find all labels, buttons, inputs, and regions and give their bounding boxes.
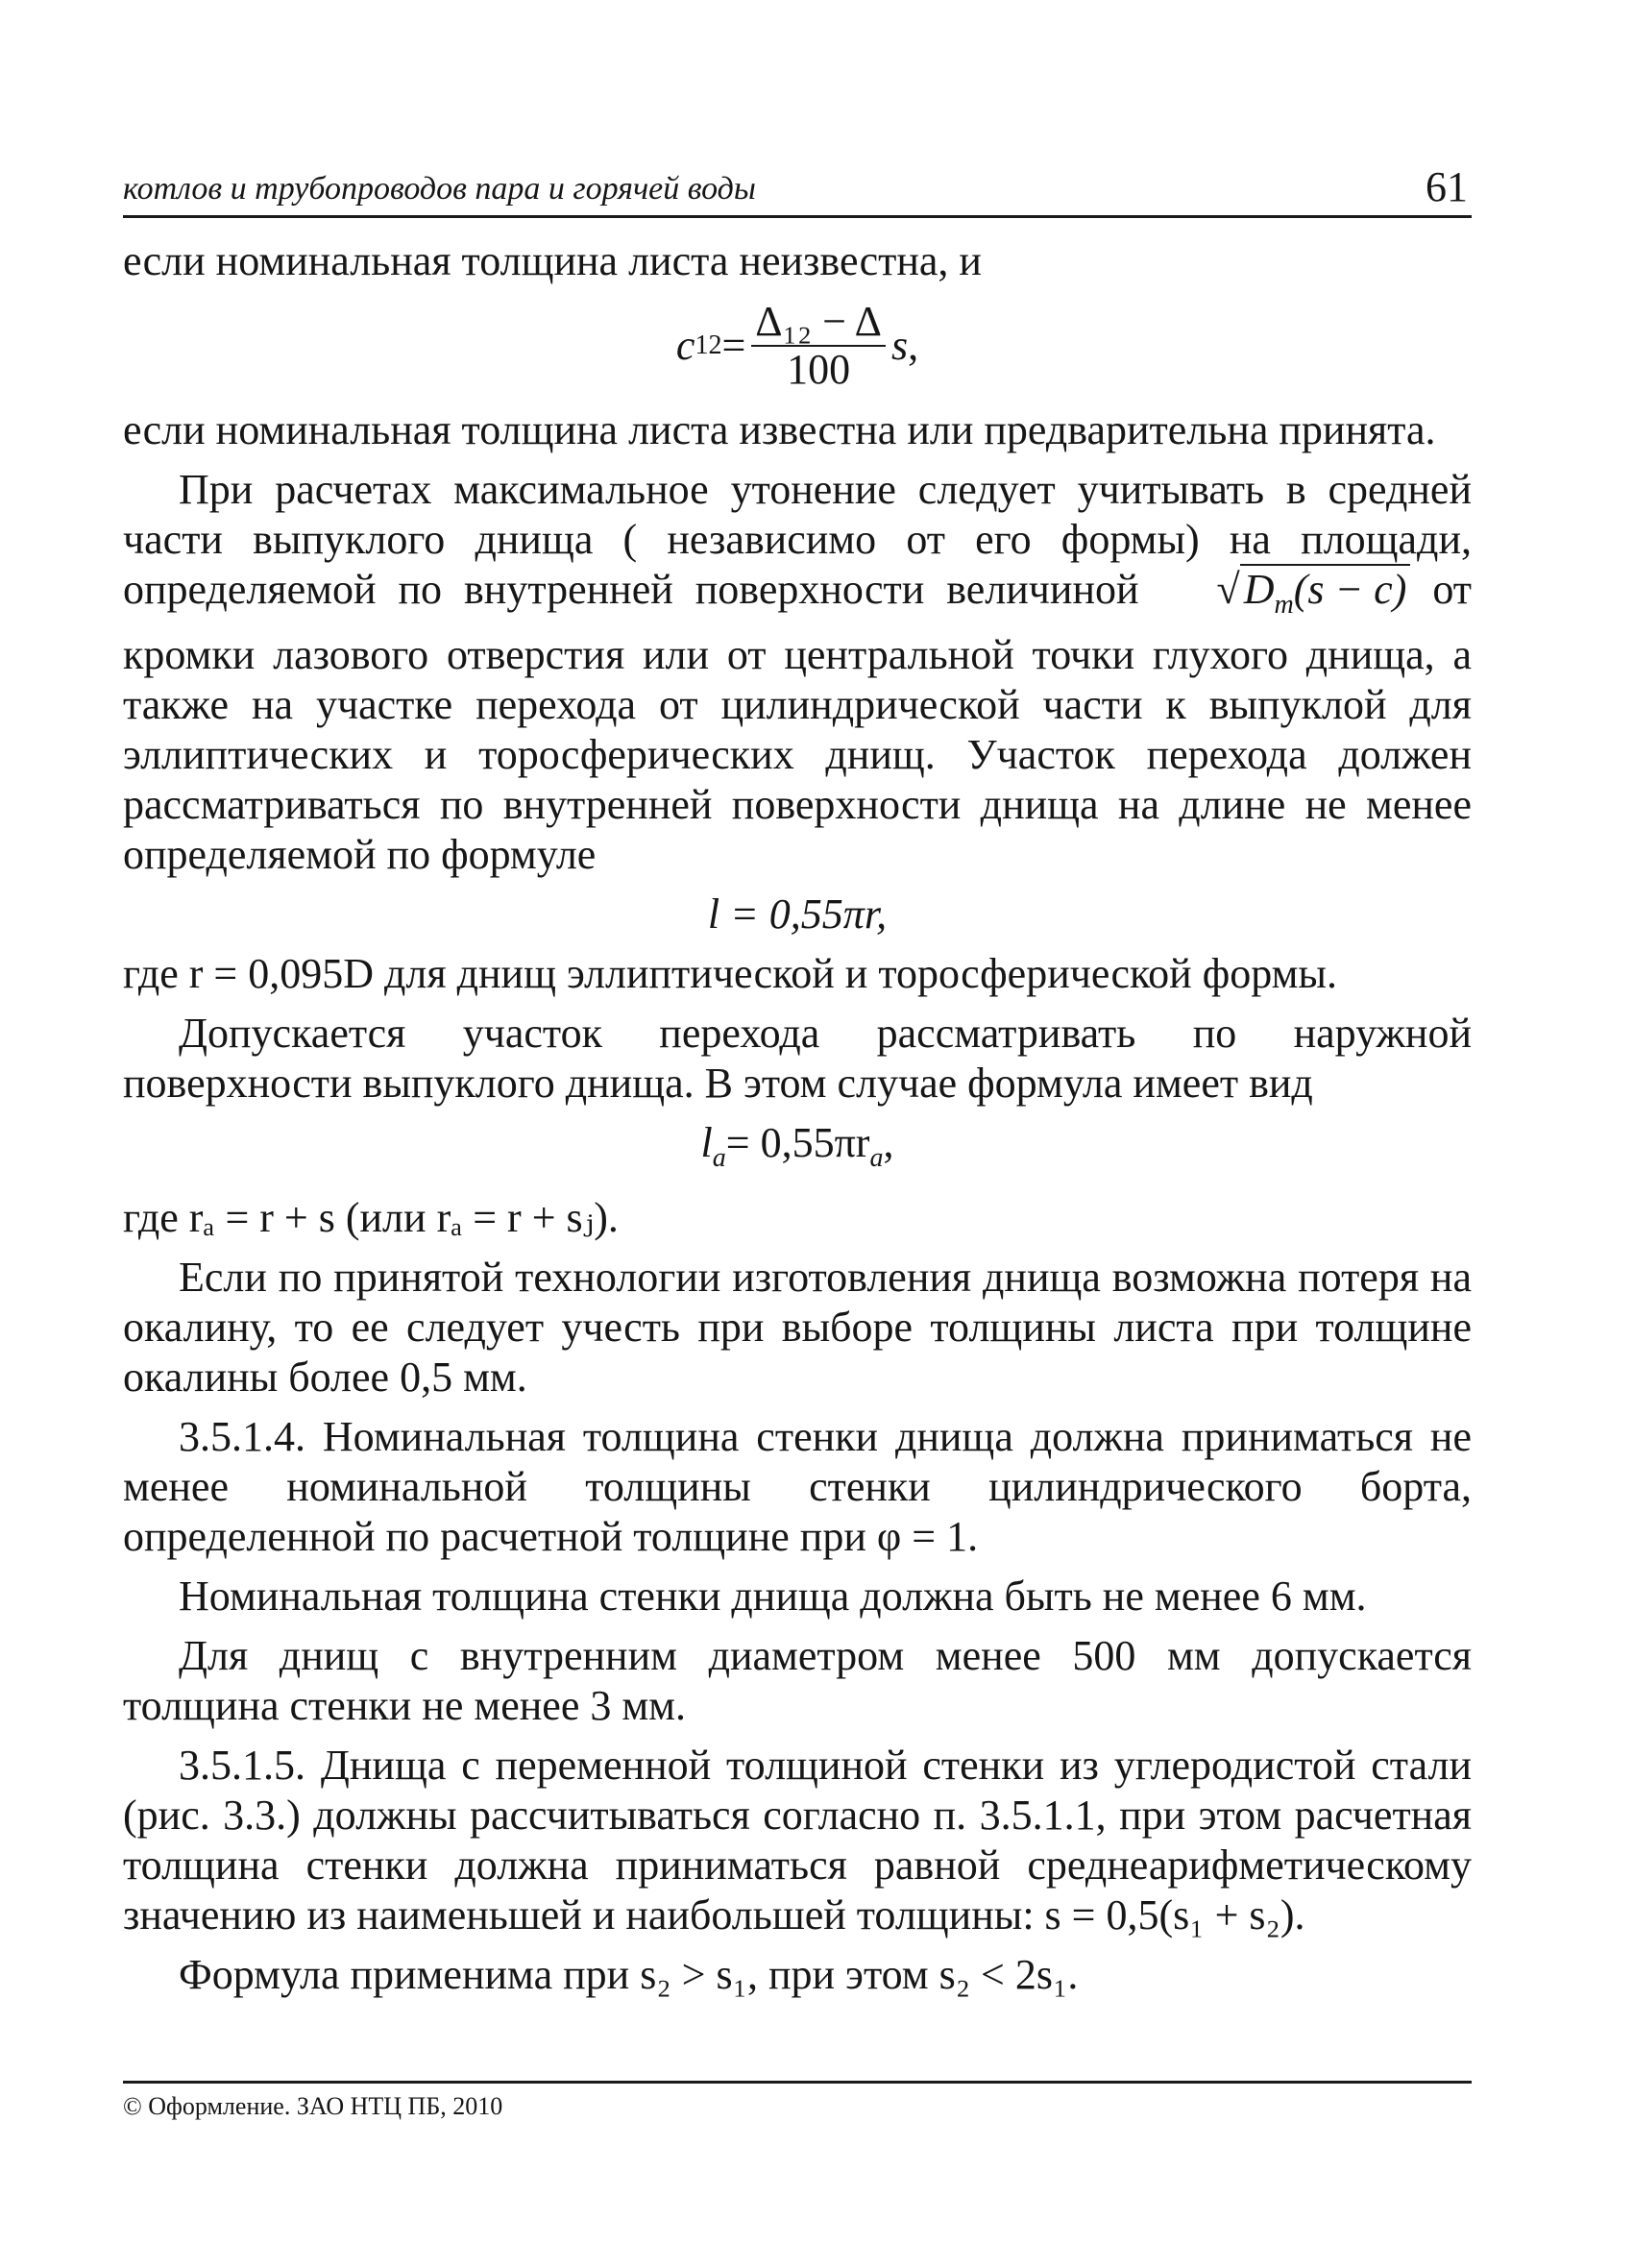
paragraph: где r = 0,095D для днищ эллиптической и торосферической формы. [123, 950, 1337, 997]
formula-c12-denominator: 100 [787, 346, 851, 393]
formula-la-sub2: a [869, 1143, 884, 1173]
footer-divider [123, 2081, 1472, 2084]
paragraph: Для днищ с внутренним диаметром менее 500 мм допускается толщина стенки не менее 3 мм. [123, 1632, 1472, 1729]
paragraph-text: При расчетах максимальное утонение следует учитывать в средней части выпуклого днища ( независимо от его формы) на площади, определяемой по внутренней поверхности величиной [123, 466, 1472, 613]
paragraph: Если по принятой технологии изготовления днища возможна потеря на окалину, то ее следует учесть при выборе толщины листа при толщине окалины более 0,5 мм. [123, 1254, 1472, 1401]
paragraph: Номинальная толщина стенки днища должна быть не менее 6 мм. [179, 1573, 1367, 1620]
paragraph: Допускается участок перехода рассматривать по наружной поверхности выпуклого днища. В этом случае формула имеет вид [123, 1010, 1472, 1107]
sqrt-radicand [1240, 564, 1411, 620]
formula-c12-numerator: Δ₁₂ − Δ [751, 299, 886, 347]
formula-c12-lhs-subscript: 12 [695, 330, 722, 360]
formula-c12 [123, 296, 1472, 396]
page-body [123, 236, 1472, 2010]
formula-la-l: l [700, 1119, 713, 1166]
paragraph: Формула применима при s₂ > s₁, при этом s₂ < 2s₁. [179, 1951, 1079, 1998]
formula-la [123, 1118, 1472, 1183]
page-number: 61 [1426, 163, 1468, 210]
paragraph: где rₐ = r + s (или rₐ = r + sⱼ). [123, 1194, 619, 1241]
paragraph-text: от кромки лазового отверстия или от центральной точки глухого днища, а также на участке перехода от цилиндрической части к выпуклой для эллиптических и торосферических днищ. Участок перехода должен рассматриваться по внутренней поверхности днища на длине не менее определяемой по формуле [123, 566, 1472, 878]
running-title: котлов и трубопроводов пара и горячей воды [123, 171, 756, 207]
sqrt-D: D [1243, 566, 1275, 613]
copyright-notice: © Оформление. ЗАО НТЦ ПБ, 2010 [123, 2092, 503, 2120]
paragraph-max-thinning [123, 465, 1472, 880]
sqrt-subscript: m [1274, 590, 1294, 620]
paragraph: 3.5.1.4. Номинальная толщина стенки днища должна приниматься не менее номинальной толщины стенки цилиндрического борта, определенной по расчетной толщине при φ = 1. [123, 1413, 1472, 1560]
sqrt-expression: $√D_m(s - c)$ [1161, 565, 1411, 630]
formula-la-mid: = 0,55πr [725, 1119, 870, 1166]
paragraph: если номинальная толщина листа известна или предварительна принята. [123, 406, 1436, 453]
paragraph: 3.5.1.5. Днища с переменной толщиной стенки из углеродистой стали (рис. 3.3.) должны рассчитываться согласно п. 3.5.1.1, при этом расчетная толщина стенки должна приниматься равной среднеарифметическому значению из наименьшей и наибольшей толщины: s = 0,5(s₁ + s₂). [123, 1742, 1472, 1939]
formula-c12-tail: , [908, 322, 919, 369]
paragraph: если номинальная толщина листа неизвестна, и [123, 237, 982, 284]
formula-c12-fraction [751, 299, 886, 393]
formula-c12-multiplier: s [890, 322, 909, 369]
formula-c12-lhs: c [675, 322, 695, 369]
formula-c12-equals: = [721, 322, 746, 369]
page-header [123, 161, 1472, 218]
formula-l: l = 0,55πr, [707, 890, 888, 938]
sqrt-rest: (s − c) [1293, 566, 1407, 613]
formula-la-sub1: a [712, 1143, 726, 1173]
formula-la-tail: , [883, 1119, 894, 1166]
